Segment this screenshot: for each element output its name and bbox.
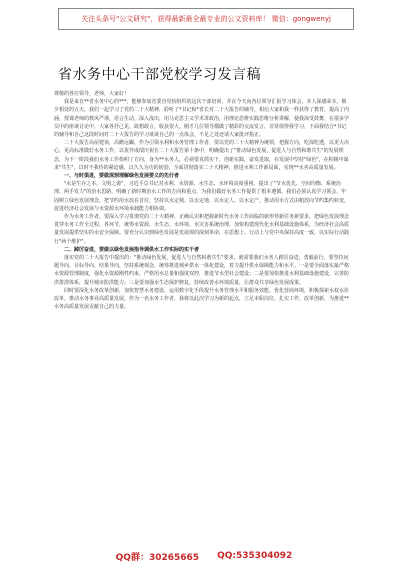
banner-text: 关注头条号"公文研究"，获得最新最全最专业的公文资料库！ 微信：gongwenyj (81, 15, 331, 23)
footer-contact (0, 548, 408, 564)
qq-text: QQ:535304092 (217, 551, 293, 561)
top-banner (58, 8, 354, 30)
document-body (54, 90, 350, 311)
paragraph: 我是来自**省水务中心的***，能够参加省委直党校组织的这次干部培训，并在今天向各位领导汇报学习体会，本人深感荣幸。朝夕相处的五天，我们一起学习了党的二十大精神，聆听了*书记和*省长对二十大报告的辅导，相信大家和我一样获得了教育，提高了内涵，授课老师的教风严谨，语言生动，深入浅出，用马克思主义学术讲政治，用理论思维实践思维分析讲解，使我深受鼓舞，在很多学员中的座谈讨论中，大家各抒己见，敢想敢言，收获很大。刚才几位领导都做了精彩的交流发言，非常值得我学习，下面我结合*书记的辅导和自己这段时间对二十大报告的学习谈谈自己的一点体会，不足之处还请大家批评指正。 (54, 99, 350, 139)
paragraph: 二十大报告高屋建瓴，高瞻远瞩，作为引领水利和水务管理工作者，要以党的二十大精神为统领，把握方向，吃深吃透，以更大决心，更高标准做好水务工作，以优异成绩庆祝在二十大报告第十条中，明确提出了"推动绿色发展，促进人与自然和谐共生"的发展理念，为下一阶段我们水务工作指明了方向，身为**水务人，必须要真抓实干，创新实践，奋发进取，在发展中坚持"绿色"，在积极中谋求"共生"，以时不我待的紧迫感，以久久为功的韧劲，全面贯彻落实二十大精神，推进水利工作新局面，实现**水务高质量发展。 (54, 140, 350, 171)
section-heading-2: 二、踔厉奋进，要做以绿色发展指导调供水工作实际的实干者 (64, 246, 200, 253)
section-heading-1: 一、与时俱进，要做深刻理解绿色发展要义的先行者 (64, 173, 180, 180)
page-title: 省水务中心干部党校学习发言稿 (58, 67, 261, 83)
paragraph: "水是生存之本，文明之源"，习近平总书记对水利、水资源、水生态、水环境高度重视，提出了"节水优先、空间均衡、系统治理、两手发力"的治水思路，明确了新时期治水工作的方向和重点，为我们做好水务工作提供了根本遵循。我们必须认真学习领会，牢固树立绿色发展理念，把节约用水放在首位，坚持以水定城、以水定地、以水定人、以水定产，推动用水方式由粗放向节约集约转变，促进经济社会发展与水资源水环境承载能力相协调。 (54, 181, 350, 212)
paragraph: 同时要深化水务改革创新，加快智慧水务建设，运用数字化手段提升水务管理水平和服务效能，优化营商环境，积极探索水权水价改革，推动水务事业高质量发展。作为一名水务工作者，我将以此次学习为新的起点，立足本职岗位，扎实工作，改革创新，为推进**水务高质量发展贡献自己的力量。 (54, 287, 350, 311)
greeting: 尊敬的各位领导，老师，大家好！ (54, 91, 130, 97)
paragraph: 作为水务工作者，要深入学习贯彻党的二十大精神，正确认识和把握新时代水务工作面临的新形势新任务新要求，把绿色发展理念贯穿水务工作全过程、各环节，统筹水资源、水生态、水环境、水灾害系统治理，加快构建现代化水利基础设施体系，为经济社会高质量发展提供坚实的水安全保障。要充分认识到绿色发展是发展观的深刻革命，在思想上、行动上与党中央保持高度一致，以实际行动践行"两个维护"。 (54, 214, 350, 245)
paragraph: 落实党的二十大报告中提出的："推动绿色发展，促进人与自然和谐共生"要求，就需要我们水务人踔厉奋进，勇毅前行，要坚持问题导向、目标导向、结果导向，坚持系统观念，统筹推进城乡供水一体化建设，着力提升供水保障能力和水平。一是要全面落实最严格水资源管理制度，强化水资源刚性约束，严格用水总量和强度双控，推进节水型社会建设；二是要加快推进水利基础设施建设，完善防洪排涝体系，提升城市防洪能力；三是要加强水生态保护修复，持续改善水环境质量，让群众共享绿色发展成果。 (54, 255, 350, 286)
qq-group-text: QQ群：30265665 (115, 552, 200, 563)
